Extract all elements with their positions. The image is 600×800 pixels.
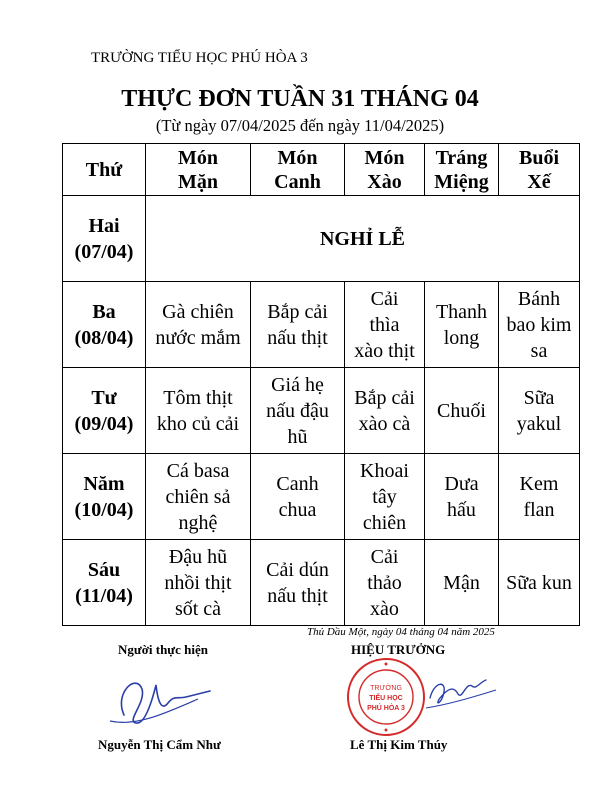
dessert-cell: Thanh long xyxy=(425,282,499,368)
main-dish-cell: Cá basa chiên sả nghệ xyxy=(146,454,251,540)
dessert-cell: Mận xyxy=(425,540,499,626)
stamp-line-2: TIỂU HỌC xyxy=(369,695,403,702)
snack-cell: Sữa kun xyxy=(499,540,580,626)
header-cell-afternoon-snack: Buổi Xế xyxy=(499,144,580,196)
principal-name: Lê Thị Kim Thúy xyxy=(350,737,448,752)
date-range: (Từ ngày 07/04/2025 đến ngày 11/04/2025) xyxy=(155,116,445,135)
principal-signature xyxy=(420,668,500,718)
stir-fry-cell: Bắp cải xào cà xyxy=(345,368,425,454)
preparer-signature xyxy=(106,663,216,733)
main-dish-cell: Gà chiên nước mắm xyxy=(146,282,251,368)
preparer-label: Người thực hiện xyxy=(118,642,208,657)
snack-cell: Sữa yakul xyxy=(499,368,580,454)
day-cell: Sáu (11/04) xyxy=(63,540,146,626)
preparer-name: Nguyễn Thị Cẩm Như xyxy=(98,737,221,752)
dessert-cell: Chuối xyxy=(425,368,499,454)
header-cell-stir-fry: Món Xào xyxy=(345,144,425,196)
day-cell: Hai (07/04) xyxy=(63,196,146,282)
soup-cell: Cải dún nấu thịt xyxy=(251,540,345,626)
dessert-cell: Dưa hấu xyxy=(425,454,499,540)
stir-fry-cell: Cải thảo xào xyxy=(345,540,425,626)
day-cell: Ba (08/04) xyxy=(63,282,146,368)
table-row xyxy=(63,196,580,282)
holiday-cell: NGHỈ LỄ xyxy=(146,196,580,282)
snack-cell: Bánh bao kim sa xyxy=(499,282,580,368)
table-row xyxy=(63,368,580,454)
header-cell-day: Thứ xyxy=(63,144,146,196)
soup-cell: Giá hẹ nấu đậu hũ xyxy=(251,368,345,454)
main-dish-cell: Đậu hũ nhồi thịt sốt cà xyxy=(146,540,251,626)
stir-fry-cell: Cải thìa xào thịt xyxy=(345,282,425,368)
soup-cell: Bắp cải nấu thịt xyxy=(251,282,345,368)
stamp-line-3: PHÚ HÒA 3 xyxy=(367,705,405,712)
header-cell-main-dish: Món Mặn xyxy=(146,144,251,196)
day-cell: Năm (10/04) xyxy=(63,454,146,540)
table-row xyxy=(63,282,580,368)
page-title: THỰC ĐƠN TUẦN 31 THÁNG 04 xyxy=(121,86,479,112)
menu-table xyxy=(62,143,580,626)
day-cell: Tư (09/04) xyxy=(63,368,146,454)
school-stamp xyxy=(345,656,427,738)
table-row xyxy=(63,540,580,626)
principal-label: HIỆU TRƯỞNG xyxy=(351,642,446,657)
soup-cell: Canh chua xyxy=(251,454,345,540)
stir-fry-cell: Khoai tây chiên xyxy=(345,454,425,540)
table-row xyxy=(63,454,580,540)
stamp-line-1: TRƯỜNG xyxy=(370,685,402,692)
school-name: TRƯỜNG TIỂU HỌC PHÚ HÒA 3 xyxy=(91,50,308,66)
place-date: Thủ Dầu Một, ngày 04 tháng 04 năm 2025 xyxy=(307,626,495,638)
header-cell-dessert: Tráng Miệng xyxy=(425,144,499,196)
snack-cell: Kem flan xyxy=(499,454,580,540)
header-cell-soup: Món Canh xyxy=(251,144,345,196)
main-dish-cell: Tôm thịt kho củ cải xyxy=(146,368,251,454)
header-row xyxy=(63,144,580,196)
